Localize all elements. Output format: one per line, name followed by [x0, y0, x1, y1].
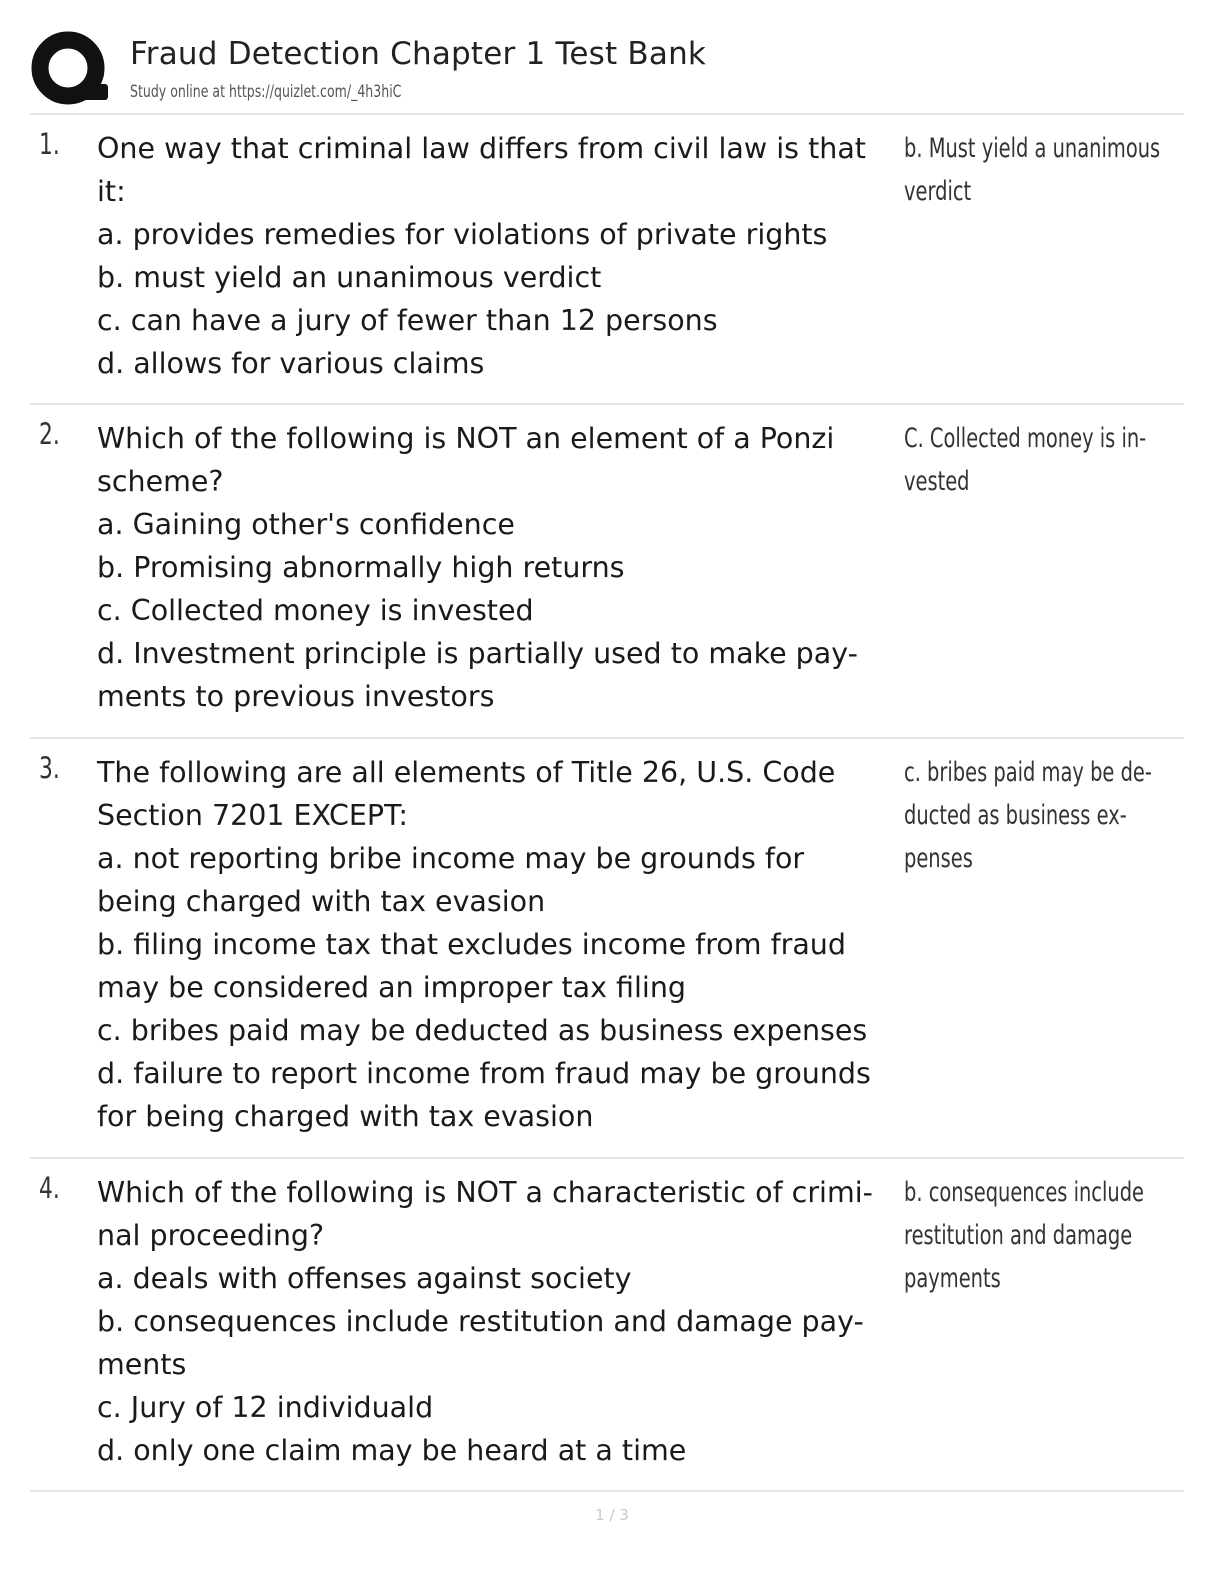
page-number: 1 / 3: [595, 1506, 629, 1524]
question-text: One way that criminal law differs from civil law is that it: a. provides remedies for violations of private rights b. must yield an unanimous verdict c. can have a jury of fewer than 12 persons d. allows for various claims: [97, 132, 866, 380]
question-text: The following are all elements of Title 26, U.S. Code Section 7201 EXCEPT: a. not reporting bribe income may be grounds for being charged with tax evasion b. filing income tax that excludes income from fraud may be considered an improper tax filing c. bribes paid may be deducted as business expenses d. failure to report income from fraud may be grounds for being charged with tax evasion: [97, 756, 871, 1133]
answer-text: C. Collected money is in- vested: [904, 423, 1147, 497]
question-text: Which of the following is NOT an element of a Ponzi scheme? a. Gaining other's confidence b. Promising abnormally high returns c. Collected money is invested d. Investment principle is partially used to make pay- ments to previous investors: [97, 422, 858, 713]
answer-text: b. Must yield a unanimous verdict: [904, 133, 1161, 207]
quizlet-logo-icon: [30, 30, 110, 110]
answer-text: c. bribes paid may be de- ducted as business ex- penses: [904, 757, 1152, 874]
question-number: 3.: [39, 751, 60, 785]
question-divider: [30, 403, 1184, 405]
question-text: Which of the following is NOT a characteristic of crimi- nal proceeding? a. deals with offenses against society b. consequences include restitution and damage pay- ments c. Jury of 12 individuald d. only one claim may be heard at a time: [97, 1176, 873, 1467]
study-online-link[interactable]: Study online at https://quizlet.com/_4h3hiC: [130, 82, 402, 102]
question-divider: [30, 1157, 1184, 1159]
question-divider: [30, 737, 1184, 739]
header-divider: [30, 113, 1184, 115]
question-number: 1.: [39, 127, 60, 161]
question-divider: [30, 1490, 1184, 1492]
question-number: 4.: [39, 1171, 60, 1205]
page-header: [28, 28, 1184, 114]
page-title: Fraud Detection Chapter 1 Test Bank: [130, 36, 707, 72]
question-number: 2.: [39, 417, 60, 451]
answer-text: b. consequences include restitution and damage payments: [904, 1177, 1145, 1294]
